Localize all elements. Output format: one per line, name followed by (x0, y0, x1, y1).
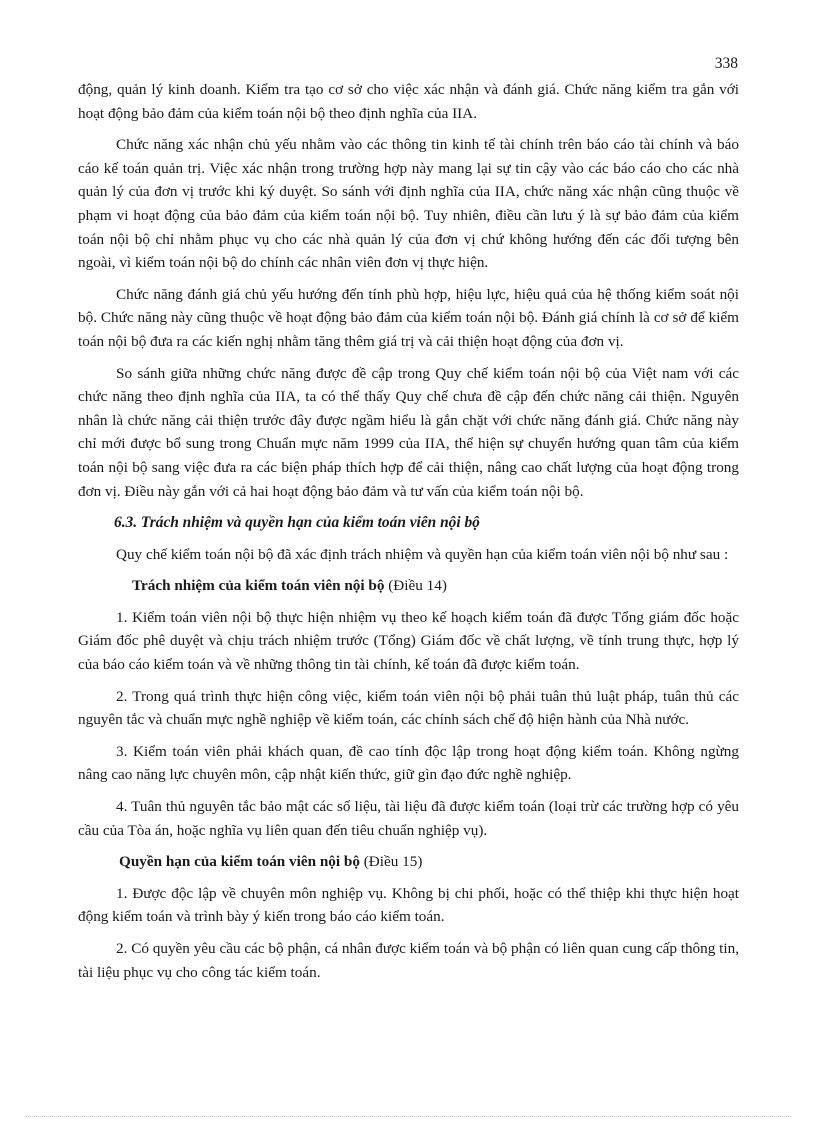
page-bottom-border (25, 1116, 791, 1117)
subheading-quyen-han-ref: (Điều 15) (359, 853, 423, 871)
responsibility-item-4: 4. Tuân thủ nguyên tắc bảo mật các số liệu, tài liệu đã được kiểm toán (loại trừ các trường hợp có yêu cầu của Tòa án, hoặc nghĩa vụ liên quan đến tiêu chuẩn nghiệp vụ). (78, 798, 739, 839)
paragraph-danh-gia: Chức năng đánh giá chủ yếu hướng đến tính phù hợp, hiệu lực, hiệu quả của hệ thống kiểm soát nội bộ. Chức năng này cũng thuộc về hoạt động bảo đảm của kiểm toán nội bộ. Đánh giá chính là cơ sở để kiểm toán nội bộ đưa ra các kiến nghị nhằm tăng thêm giá trị và cải thiện hoạt động của đơn vị. (78, 285, 739, 350)
paragraph-continuation: động, quản lý kinh doanh. Kiểm tra tạo cơ sở cho việc xác nhận và đánh giá. Chức năng kiểm tra gắn với hoạt động bảo đảm của kiểm toán nội bộ theo định nghĩa của IIA. (78, 81, 739, 122)
page-content (78, 78, 739, 992)
subheading-quyen-han (119, 850, 739, 874)
paragraph-so-sanh: So sánh giữa những chức năng được đề cập trong Quy chế kiểm toán nội bộ của Việt nam với các chức năng theo định nghĩa của IIA, ta có thể thấy Quy chế chưa đề cập đến chức năng cải thiện. Nguyên nhân là chức năng cải thiện trước đây được ngầm hiểu là gắn chặt với chức năng đánh giá. Chức năng này chỉ mới được bổ sung trong Chuẩn mực năm 1999 của IIA, thể hiện sự chuyển hướng quan tâm của kiểm toán nội bộ sang việc đưa ra các biện pháp thích hợp để cải thiện, nâng cao chất lượng của hoạt động trong đơn vị. Điều này gắn với cả hai hoạt động bảo đảm và tư vấn của kiểm toán nội bộ. (78, 364, 739, 500)
responsibility-item-1: 1. Kiểm toán viên nội bộ thực hiện nhiệm vụ theo kế hoạch kiểm toán đã được Tổng giám đốc hoặc Giám đốc phê duyệt và chịu trách nhiệm trước (Tổng) Giám đốc về chất lượng, về tính trung thực, hợp lý của báo cáo kiểm toán và về những thông tin tài chính, kế toán đã được kiểm toán. (78, 608, 739, 674)
subheading-trach-nhiem (132, 574, 739, 598)
authority-item-2: 2. Có quyền yêu cầu các bộ phận, cá nhân được kiểm toán và bộ phận có liên quan cung cấp thông tin, tài liệu phục vụ cho công tác kiểm toán. (78, 940, 739, 981)
subheading-trach-nhiem-title: Trách nhiệm của kiểm toán viên nội bộ (132, 577, 385, 595)
section-heading: 6.3. Trách nhiệm và quyền hạn của kiểm toán viên nội bộ (114, 514, 480, 532)
subheading-quyen-han-title: Quyền hạn của kiểm toán viên nội bộ (119, 853, 360, 871)
paragraph-intro: Quy chế kiểm toán nội bộ đã xác định trách nhiệm và quyền hạn của kiểm toán viên nội bộ như sau : (116, 545, 729, 563)
authority-item-1: 1. Được độc lập về chuyên môn nghiệp vụ. Không bị chi phối, hoặc có thể thiệp khi thực hiện hoạt động kiểm toán và trình bày ý kiến trong báo cáo kiểm toán. (78, 884, 739, 926)
subheading-trach-nhiem-ref: (Điều 14) (384, 577, 447, 595)
responsibility-item-2: 2. Trong quá trình thực hiện công việc, kiểm toán viên nội bộ phải tuân thủ luật pháp, tuân thủ các nguyên tắc và chuẩn mực nghề nghiệp về kiểm toán, các chính sách chế độ hiện hành của Nhà nước. (78, 687, 739, 729)
page-number: 338 (714, 55, 738, 72)
paragraph-xac-nhan: Chức năng xác nhận chủ yếu nhằm vào các thông tin kinh tế tài chính trên báo cáo tài chính và báo cáo kế toán quản trị. Việc xác nhận trong trường hợp này mang lại sự tin cậy vào các báo cáo cho các nhà quản lý của đơn vị trước khi ký duyệt. So sánh với định nghĩa của IIA, chức năng xác nhận cũng thuộc về phạm vi hoạt động của bảo đảm của kiểm toán nội bộ. Tuy nhiên, điều cần lưu ý là sự bảo đảm của kiểm toán nội bộ chỉ nhằm phục vụ cho các nhà quản lý của đơn vị chứ không hướng đến các đối tượng bên ngoài, vì kiểm toán nội bộ do chính các nhân viên đơn vị thực hiện. (78, 136, 739, 272)
responsibility-item-3: 3. Kiểm toán viên phải khách quan, đề cao tính độc lập trong hoạt động kiểm toán. Không ngừng nâng cao năng lực chuyên môn, cập nhật kiến thức, giữ gìn đạo đức nghề nghiệp. (78, 742, 739, 784)
